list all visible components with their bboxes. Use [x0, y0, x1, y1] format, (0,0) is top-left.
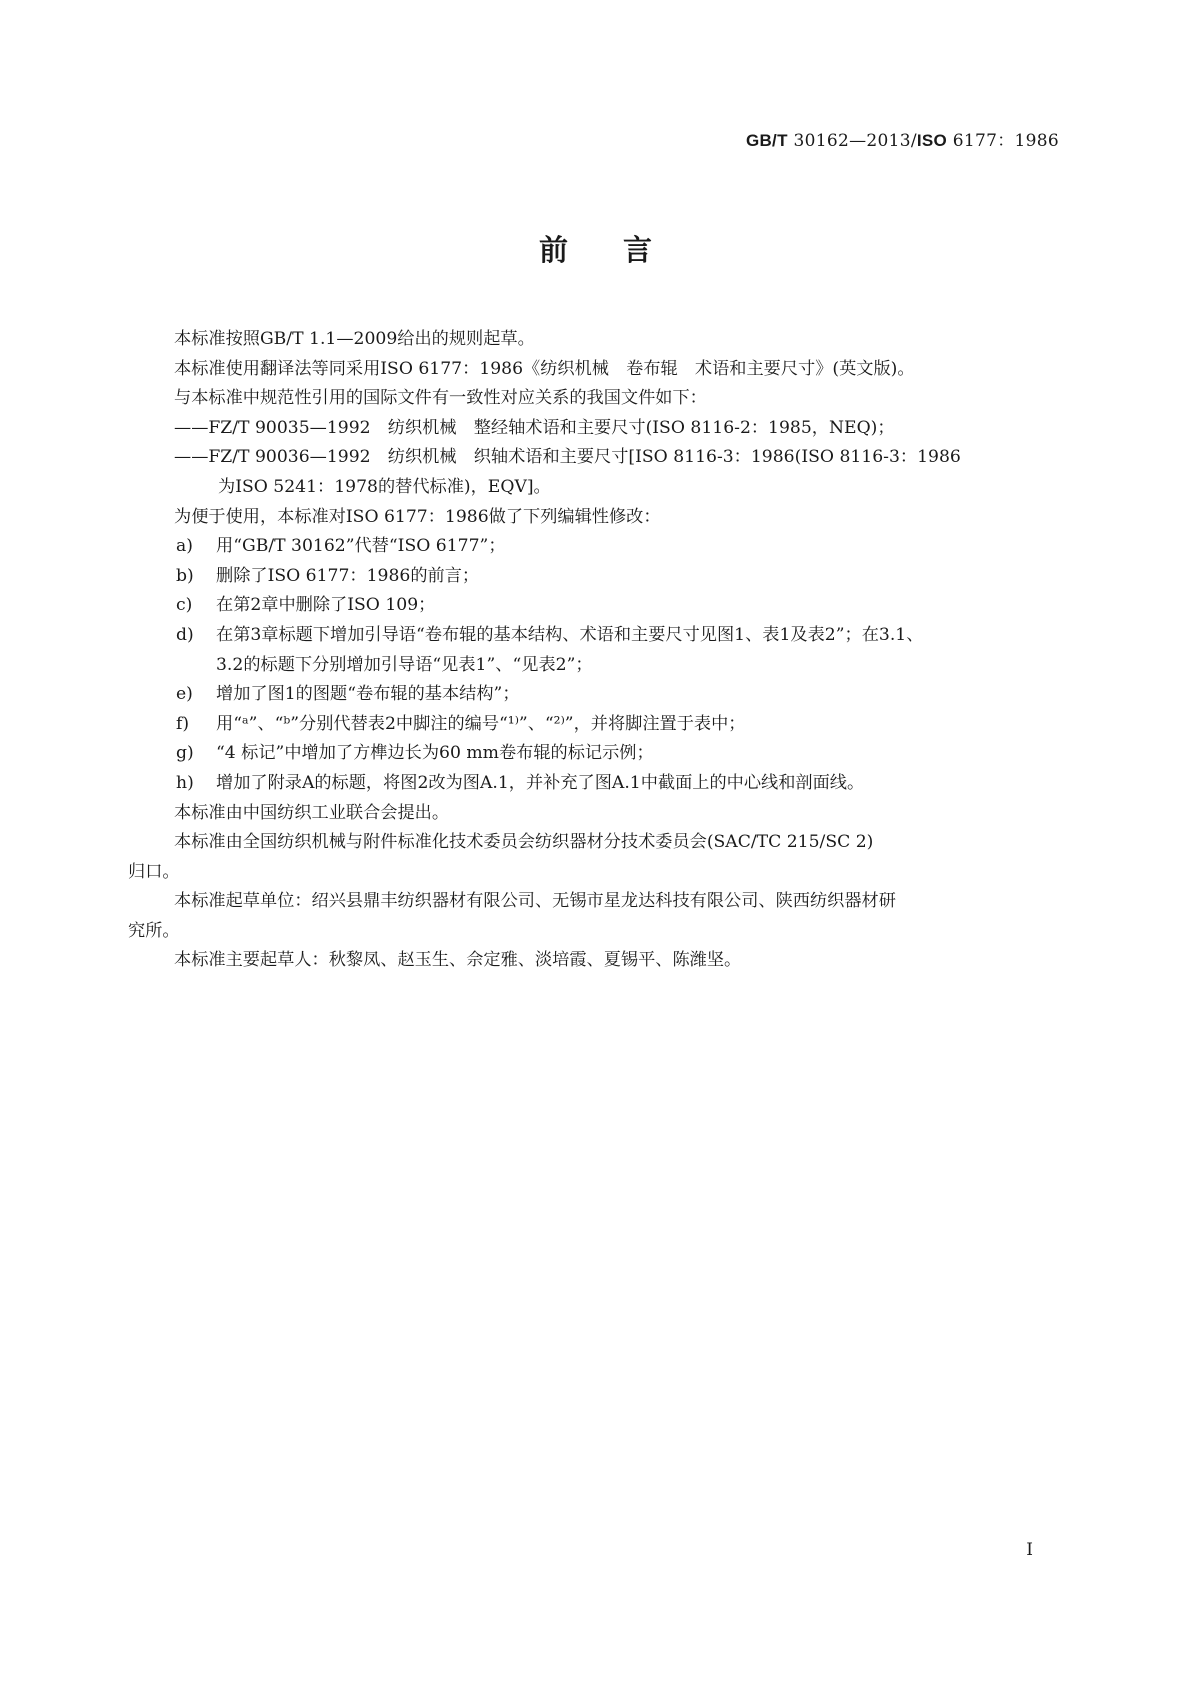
list-item-label: g)	[176, 743, 194, 764]
paragraph-adoption: 本标准使用翻译法等同采用ISO 6177：1986《纺织机械 卷布辊 术语和主要尺寸》(英文版)。	[174, 358, 915, 379]
list-item	[128, 769, 1060, 799]
page-number: I	[1026, 1540, 1033, 1560]
code-number: 30162—2013/	[793, 131, 917, 151]
paragraph-proposed-by: 本标准由中国纺织工业联合会提出。	[174, 802, 450, 823]
list-item-text: 删除了ISO 6177：1986的前言；	[216, 565, 480, 586]
list-item	[128, 562, 1060, 592]
paragraph-drafting-units-cont: 究所。	[128, 920, 180, 941]
paragraph-centralized-by: 本标准由全国纺织机械与附件标准化技术委员会纺织器材分技术委员会(SAC/TC 215/SC 2)	[174, 832, 874, 853]
list-item-text: 在第3章标题下增加引导语“卷布辊的基本结构、术语和主要尺寸见图1、表1及表2”；在3.1、	[216, 624, 924, 645]
paragraph-related-documents: 与本标准中规范性引用的国际文件有一致性对应关系的我国文件如下：	[174, 388, 707, 409]
paragraph-editorial-changes: 为便于使用，本标准对ISO 6177：1986做了下列编辑性修改：	[174, 506, 661, 527]
page-title: 前言	[538, 233, 707, 267]
code-iso-prefix: ISO	[916, 131, 948, 150]
related-document-1: ——FZ/T 90035—1992 纺织机械 整经轴术语和主要尺寸(ISO 8116-2：1985，NEQ)；	[174, 417, 895, 438]
list-item-text: 增加了图1的图题“卷布辊的基本结构”；	[216, 684, 520, 705]
code-iso-number: 6177：1986	[952, 131, 1059, 151]
list-item	[128, 710, 1060, 740]
code-prefix: GB/T	[745, 131, 788, 150]
paragraph-centralized-by-cont: 归口。	[128, 861, 180, 882]
list-item-label: b)	[176, 565, 194, 586]
list-item-label: f)	[176, 713, 190, 734]
list-item-text: 增加了附录A的标题，将图2改为图A.1，并补充了图A.1中截面上的中心线和剖面线。	[216, 772, 865, 793]
standard-code-header	[746, 126, 1059, 151]
list-item-label: e)	[176, 684, 193, 705]
list-item-label: h)	[176, 772, 194, 793]
list-item	[128, 739, 1060, 769]
paragraph-drafters: 本标准主要起草人：秋黎凤、赵玉生、佘定雅、淡培霞、夏锡平、陈潍坚。	[174, 950, 742, 971]
list-item-continuation: 3.2的标题下分别增加引导语“见表1”、“见表2”；	[216, 654, 593, 675]
list-item	[128, 591, 1060, 621]
paragraph-drafting-units: 本标准起草单位：绍兴县鼎丰纺织器材有限公司、无锡市星龙达科技有限公司、陕西纺织器材研	[174, 891, 896, 912]
list-item-text: 用“ᵃ”、“ᵇ”分别代替表2中脚注的编号“¹⁾”、“²⁾”，并将脚注置于表中；	[216, 713, 746, 734]
list-item	[128, 532, 1060, 562]
list-item-label: d)	[176, 624, 194, 645]
list-item-text: “4 标记”中增加了方榫边长为60 mm卷布辊的标记示例；	[216, 743, 654, 764]
related-document-2-cont: 为ISO 5241：1978的替代标准)，EQV]。	[218, 476, 551, 497]
list-item	[128, 621, 1060, 651]
list-item-label: c)	[176, 595, 193, 616]
paragraph-drafting-rules: 本标准按照GB/T 1.1—2009给出的规则起草。	[174, 329, 535, 349]
list-item	[128, 680, 1060, 710]
list-item-label: a)	[176, 536, 193, 557]
foreword-body	[128, 325, 1060, 976]
list-item-text: 用“GB/T 30162”代替“ISO 6177”；	[216, 536, 506, 557]
list-item-text: 在第2章中删除了ISO 109；	[216, 595, 436, 616]
related-document-2: ——FZ/T 90036—1992 纺织机械 织轴术语和主要尺寸[ISO 8116-3：1986(ISO 8116-3：1986	[174, 447, 961, 468]
